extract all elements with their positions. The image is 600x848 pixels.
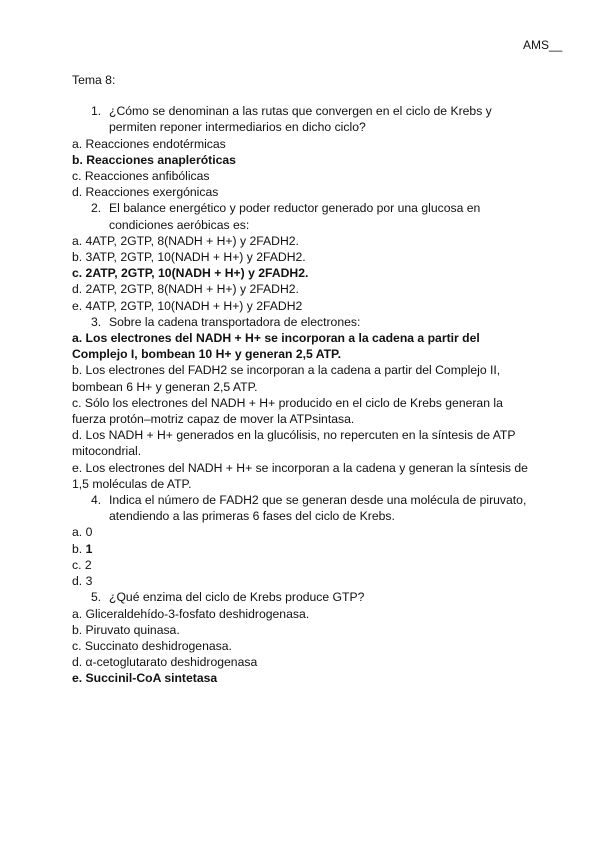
option-prefix: a. bbox=[72, 525, 86, 540]
option-a: a. Gliceraldehído-3-fosfato deshidrogenasa. bbox=[72, 606, 310, 621]
question-text: ¿Cómo se denominan a las rutas que convergen en el ciclo de Krebs y permiten reponer intermediarios en dicho ciclo? bbox=[109, 104, 492, 135]
option-a-correct: a. Los electrones del NADH + H+ se incorporan a la cadena a partir del Complejo I, bombean 10 H+ y generan 2,5 ATP. bbox=[72, 331, 480, 362]
option-prefix: d. bbox=[72, 574, 86, 589]
option-b-correct: b. Reacciones anapleróticas bbox=[72, 152, 236, 167]
option-c: c. Sólo los electrones del NADH + H+ producido en el ciclo de Krebs generan la fuerza protón–motriz capaz de mover la ATPsintasa. bbox=[72, 395, 503, 427]
option-prefix: c. bbox=[72, 557, 85, 572]
option-d: d. Reacciones exergónicas bbox=[72, 185, 219, 200]
option-value: 0 bbox=[85, 525, 93, 540]
option-a bbox=[72, 524, 532, 540]
header-tag: AMS__ bbox=[523, 38, 563, 52]
option-e: e. Los electrones del NADH + H+ se incorporan a la cadena y generan la síntesis de 1,5 moléculas de ATP. bbox=[72, 460, 528, 491]
question-text: Sobre la cadena transportadora de electrones: bbox=[109, 314, 361, 329]
option-value: 2 bbox=[84, 557, 92, 572]
question-number: 2. bbox=[91, 201, 102, 216]
question-text: El balance energético y poder reductor generado por una glucosa en condiciones aeróbicas es: bbox=[109, 201, 481, 232]
topic-title: Tema 8: bbox=[72, 73, 116, 87]
question-text: ¿Qué enzima del ciclo de Krebs produce GTP? bbox=[109, 590, 365, 605]
question-number: 5. bbox=[91, 590, 102, 605]
option-c-correct: c. 2ATP, 2GTP, 10(NADH + H+) y 2FADH2. bbox=[72, 266, 309, 281]
option-d: d. 2ATP, 2GTP, 8(NADH + H+) y 2FADH2. bbox=[72, 282, 299, 297]
option-d: d. Los NADH + H+ generados en la glucólisis, no repercuten en la síntesis de ATP mitocondrial. bbox=[72, 428, 516, 459]
option-prefix: b. bbox=[72, 541, 86, 556]
question-number: 4. bbox=[91, 493, 102, 508]
option-value: 1 bbox=[85, 541, 93, 556]
question-block-2 bbox=[72, 200, 532, 313]
option-c bbox=[72, 557, 532, 573]
question-2 bbox=[72, 200, 532, 232]
option-b: b. 3ATP, 2GTP, 10(NADH + H+) y 2FADH2. bbox=[72, 250, 306, 265]
option-c: c. Reacciones anfibólicas bbox=[72, 169, 210, 184]
question-number: 1. bbox=[91, 104, 102, 119]
question-5 bbox=[72, 589, 532, 605]
question-4 bbox=[72, 492, 532, 524]
option-c: c. Succinato deshidrogenasa. bbox=[72, 638, 232, 653]
option-value: 3 bbox=[85, 574, 93, 589]
question-block-3 bbox=[72, 314, 532, 492]
question-text: Indica el número de FADH2 que se generan desde una molécula de piruvato, atendiendo a las primeras 6 fases del ciclo de Krebs. bbox=[109, 493, 527, 524]
option-d: d. α-cetoglutarato deshidrogenasa bbox=[72, 655, 258, 670]
option-e-correct: e. Succinil-CoA sintetasa bbox=[72, 671, 218, 686]
question-block-5 bbox=[72, 589, 532, 686]
question-block-4 bbox=[72, 492, 532, 589]
question-1 bbox=[72, 103, 532, 135]
option-a: a. 4ATP, 2GTP, 8(NADH + H+) y 2FADH2. bbox=[72, 233, 299, 248]
question-3 bbox=[72, 314, 532, 330]
question-number: 3. bbox=[91, 314, 102, 329]
option-e: e. 4ATP, 2GTP, 10(NADH + H+) y 2FADH2 bbox=[72, 298, 303, 313]
option-a: a. Reacciones endotérmicas bbox=[72, 136, 226, 151]
option-b-correct bbox=[72, 541, 532, 557]
question-block-1 bbox=[72, 103, 532, 200]
option-d bbox=[72, 573, 532, 589]
option-b: b. Los electrones del FADH2 se incorporan a la cadena a partir del Complejo II, bombean 6 H+ y generan 2,5 ATP. bbox=[72, 363, 501, 394]
option-b: b. Piruvato quinasa. bbox=[72, 622, 180, 637]
document-content bbox=[72, 72, 532, 687]
